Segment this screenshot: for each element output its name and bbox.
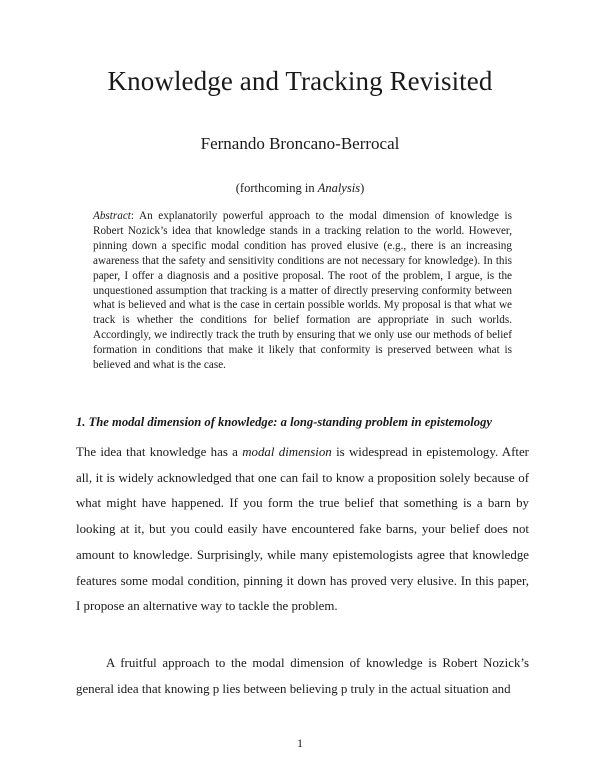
p1-part-a: The idea that knowledge has a — [76, 445, 243, 459]
page-number: 1 — [297, 736, 303, 750]
body-paragraph-1 — [76, 440, 529, 620]
venue-suffix: ) — [360, 181, 365, 195]
venue-prefix: (forthcoming in — [235, 181, 318, 195]
section-heading: 1. The modal dimension of knowledge: a long-standing problem in epistemology — [76, 415, 492, 429]
abstract — [93, 209, 512, 373]
paper-title: Knowledge and Tracking Revisited — [107, 66, 493, 96]
abstract-label: Abstract — [93, 210, 131, 222]
p1-part-b: is widespread in epistemology. After all, it is widely acknowledged that one can fail to know a proposition solely because of what might have happened. If you form the true belief that something is a barn by looking at it, but you could easily have encountered fake barns, your belief does not amount to knowledge. Surprisingly, while many epistemologists agree that knowledge features some modal condition, pinning it down has proved very elusive. In this paper, I propose an alternative way to tackle the problem. — [76, 445, 529, 614]
venue-journal: Analysis — [317, 181, 361, 195]
p1-emphasis: modal dimension — [242, 445, 332, 459]
venue-note — [0, 181, 600, 196]
body-paragraph-2: A fruitful approach to the modal dimension of knowledge is Robert Nozick’s general idea that knowing p lies between believing p truly in the actual situation and — [76, 656, 529, 696]
abstract-text: : An explanatorily powerful approach to the modal dimension of knowledge is Robert Nozick’s idea that knowledge stands in a tracking relation to the world. However, pinning down a specific modal condition has proved elusive (e.g., there is an increasing awareness that the safety and sensitivity conditions are not necessary for knowledge). In this paper, I offer a diagnosis and a positive proposal. The root of the problem, I argue, is the unquestioned assumption that tracking is a matter of directly preserving conformity between what is believed and what is the case in certain possible worlds. My proposal is that what we track is whether the conditions for belief formation are appropriate in such worlds. Accordingly, we indirectly track the truth by ensuring that we only use our methods of belief formation in conditions that make it likely that conformity is preserved between what is believed and what is the case. — [93, 210, 512, 372]
author-name: Fernando Broncano-Berrocal — [200, 134, 400, 153]
